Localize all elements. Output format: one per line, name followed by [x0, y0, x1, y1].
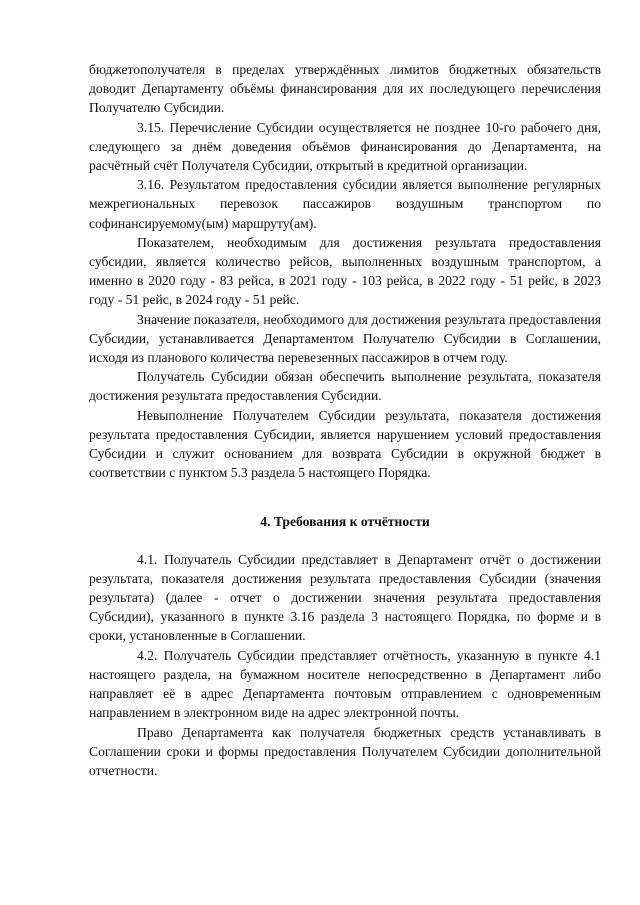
section-heading: 4. Требования к отчётности	[260, 514, 430, 530]
spacer	[89, 482, 601, 512]
paragraph-obligation: Получатель Субсидии обязан обеспечить выполнение результата, показателя достижения результата предоставления Субсидии.	[89, 369, 601, 404]
paragraph-non-fulfillment: Невыполнение Получателем Субсидии результата, показателя достижения результата предоставления Субсидии, является нарушением условий предоставления Субсидии и служит основанием для возврата Субсидии в окружной бюджет в соответствии с пунктом 5.3 раздела 5 настоящего Порядка.	[89, 407, 601, 481]
paragraph-department-right: Право Департамента как получателя бюджетных средств устанавливать в Соглашении сроки и формы предоставления Получателем Субсидии дополнительной отчетности.	[89, 724, 601, 778]
paragraph-3-16: 3.16. Результатом предоставления субсидии является выполнение регулярных межрегиональных перевозок пассажиров воздушным транспортом по софинансируемому(ым) маршруту(ам).	[89, 177, 601, 231]
paragraph-continuation: бюджетополучателя в пределах утверждённых лимитов бюджетных обязательств доводит Департаменту объёмы финансирования для их последующего перечисления Получателю Субсидии.	[89, 62, 601, 116]
paragraph-indicator: Показателем, необходимым для достижения результата предоставления субсидии, является количество рейсов, выполненных воздушным транспортом, а именно в 2020 году - 83 рейса, в 2021 году - 103 рейса, в 2022 году - 51 рейс, в 2023 году - 51 рейс, в 2024 году - 51 рейс.	[89, 234, 601, 308]
paragraph-4-1: 4.1. Получатель Субсидии представляет в Департамент отчёт о достижении результата, показателя достижения результата предоставления Субсидии (значения результата) (далее - отчет о достижении значения результата предоставления Субсидии), указанного в пункте 3.16 раздела 3 настоящего Порядка, по форме и в сроки, установленные в Соглашении.	[89, 551, 601, 644]
paragraph-indicator-value: Значение показателя, необходимого для достижения результата предоставления Субсидии, устанавливается Департаментом Получателю Субсидии в Соглашении, исходя из планового количества перевезенных пассажиров в отчем году.	[89, 311, 601, 366]
paragraph-4-2: 4.2. Получатель Субсидии представляет отчётность, указанную в пункте 4.1 настоящего раздела, на бумажном носителе непосредственно в Департамент либо направляет её в адрес Департамента почтовым отправлением с одновременным направлением в электронном виде на адрес электронной почты.	[89, 647, 601, 721]
spacer	[89, 532, 601, 550]
paragraph-3-15: 3.15. Перечисление Субсидии осуществляется не позднее 10-го рабочего дня, следующего за днём доведения объёмов финансирования до Департамента, на расчётный счёт Получателя Субсидии, открытый в кредитной организации.	[89, 119, 601, 174]
document-page	[89, 60, 601, 780]
